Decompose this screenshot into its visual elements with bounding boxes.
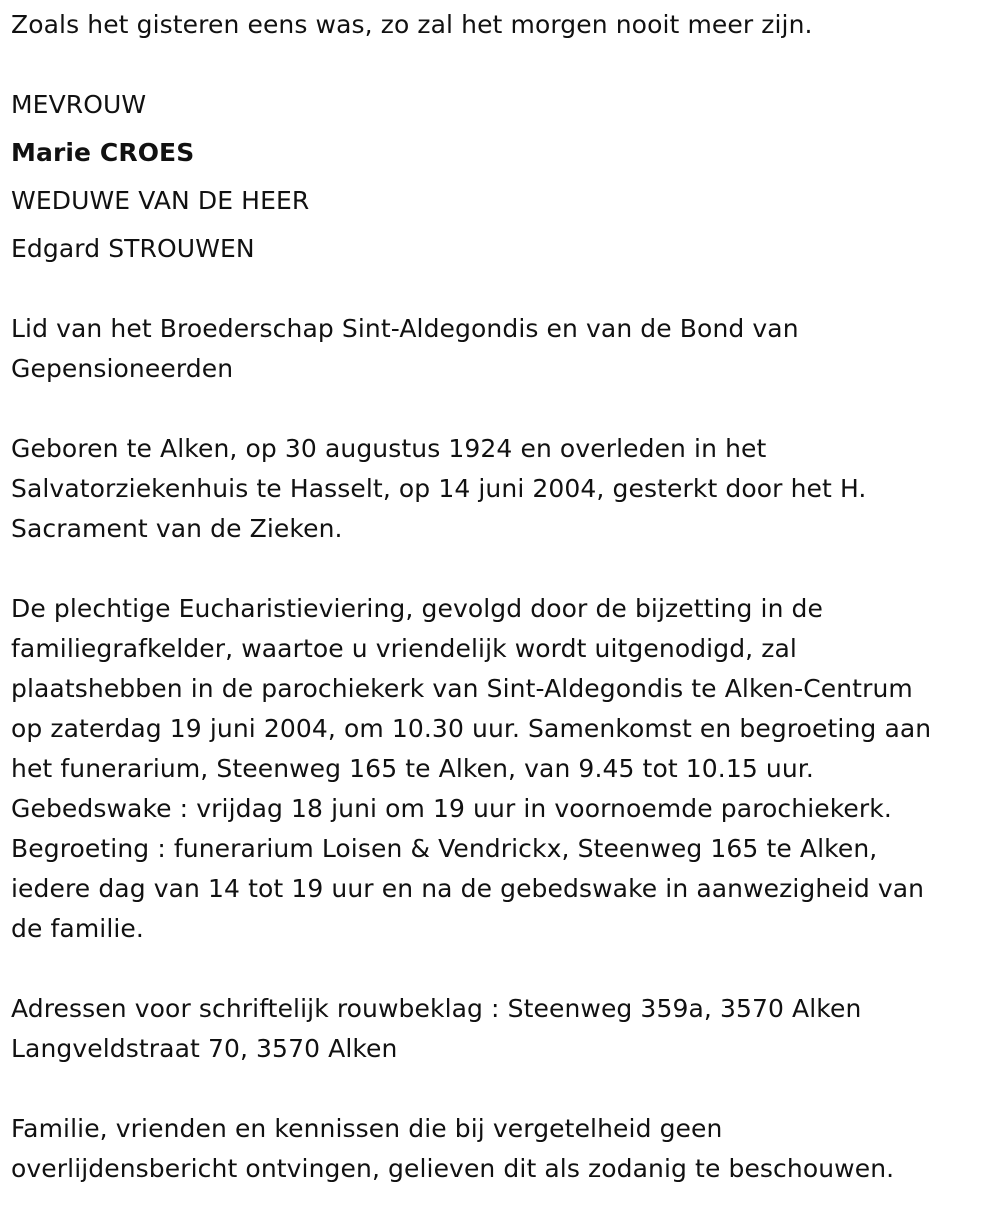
ceremony-line: De plechtige Eucharistieviering, gevolgd door de bijzetting in de: [11, 594, 824, 623]
widow-of-label: WEDUWE VAN DE HEER: [11, 186, 310, 215]
membership-line: Gepensioneerden: [11, 354, 234, 383]
ceremony-line: Begroeting : funerarium Loisen & Vendrickx, Steenweg 165 te Alken,: [11, 834, 878, 863]
membership-line: Lid van het Broederschap Sint-Aldegondis en van de Bond van: [11, 314, 799, 343]
address-line: Langveldstraat 70, 3570 Alken: [11, 1034, 398, 1063]
ceremony-line: Gebedswake : vrijdag 18 juni om 19 uur in voornoemde parochiekerk.: [11, 794, 892, 823]
ceremony-line: de familie.: [11, 914, 144, 943]
title-prefix: MEVROUW: [11, 90, 147, 119]
ceremony-line: familiegrafkelder, waartoe u vriendelijk wordt uitgenodigd, zal: [11, 634, 797, 663]
closing-line: overlijdensbericht ontvingen, gelieven dit als zodanig te beschouwen.: [11, 1154, 895, 1183]
closing-line: Familie, vrienden en kennissen die bij vergetelheid geen: [11, 1114, 723, 1143]
ceremony-line: op zaterdag 19 juni 2004, om 10.30 uur. Samenkomst en begroeting aan: [11, 714, 932, 743]
address-line: Adressen voor schriftelijk rouwbeklag : Steenweg 359a, 3570 Alken: [11, 994, 862, 1023]
birth-death-line: Sacrament van de Zieken.: [11, 514, 343, 543]
ceremony-line: iedere dag van 14 tot 19 uur en na de gebedswake in aanwezigheid van: [11, 874, 925, 903]
deceased-name: Marie CROES: [11, 138, 195, 167]
opening-quote: Zoals het gisteren eens was, zo zal het morgen nooit meer zijn.: [11, 10, 813, 39]
birth-death-line: Geboren te Alken, op 30 augustus 1924 en overleden in het: [11, 434, 767, 463]
spouse-name: Edgard STROUWEN: [11, 234, 255, 263]
ceremony-line: plaatshebben in de parochiekerk van Sint-Aldegondis te Alken-Centrum: [11, 674, 913, 703]
ceremony-line: het funerarium, Steenweg 165 te Alken, van 9.45 tot 10.15 uur.: [11, 754, 814, 783]
birth-death-line: Salvatorziekenhuis te Hasselt, op 14 juni 2004, gesterkt door het H.: [11, 474, 867, 503]
